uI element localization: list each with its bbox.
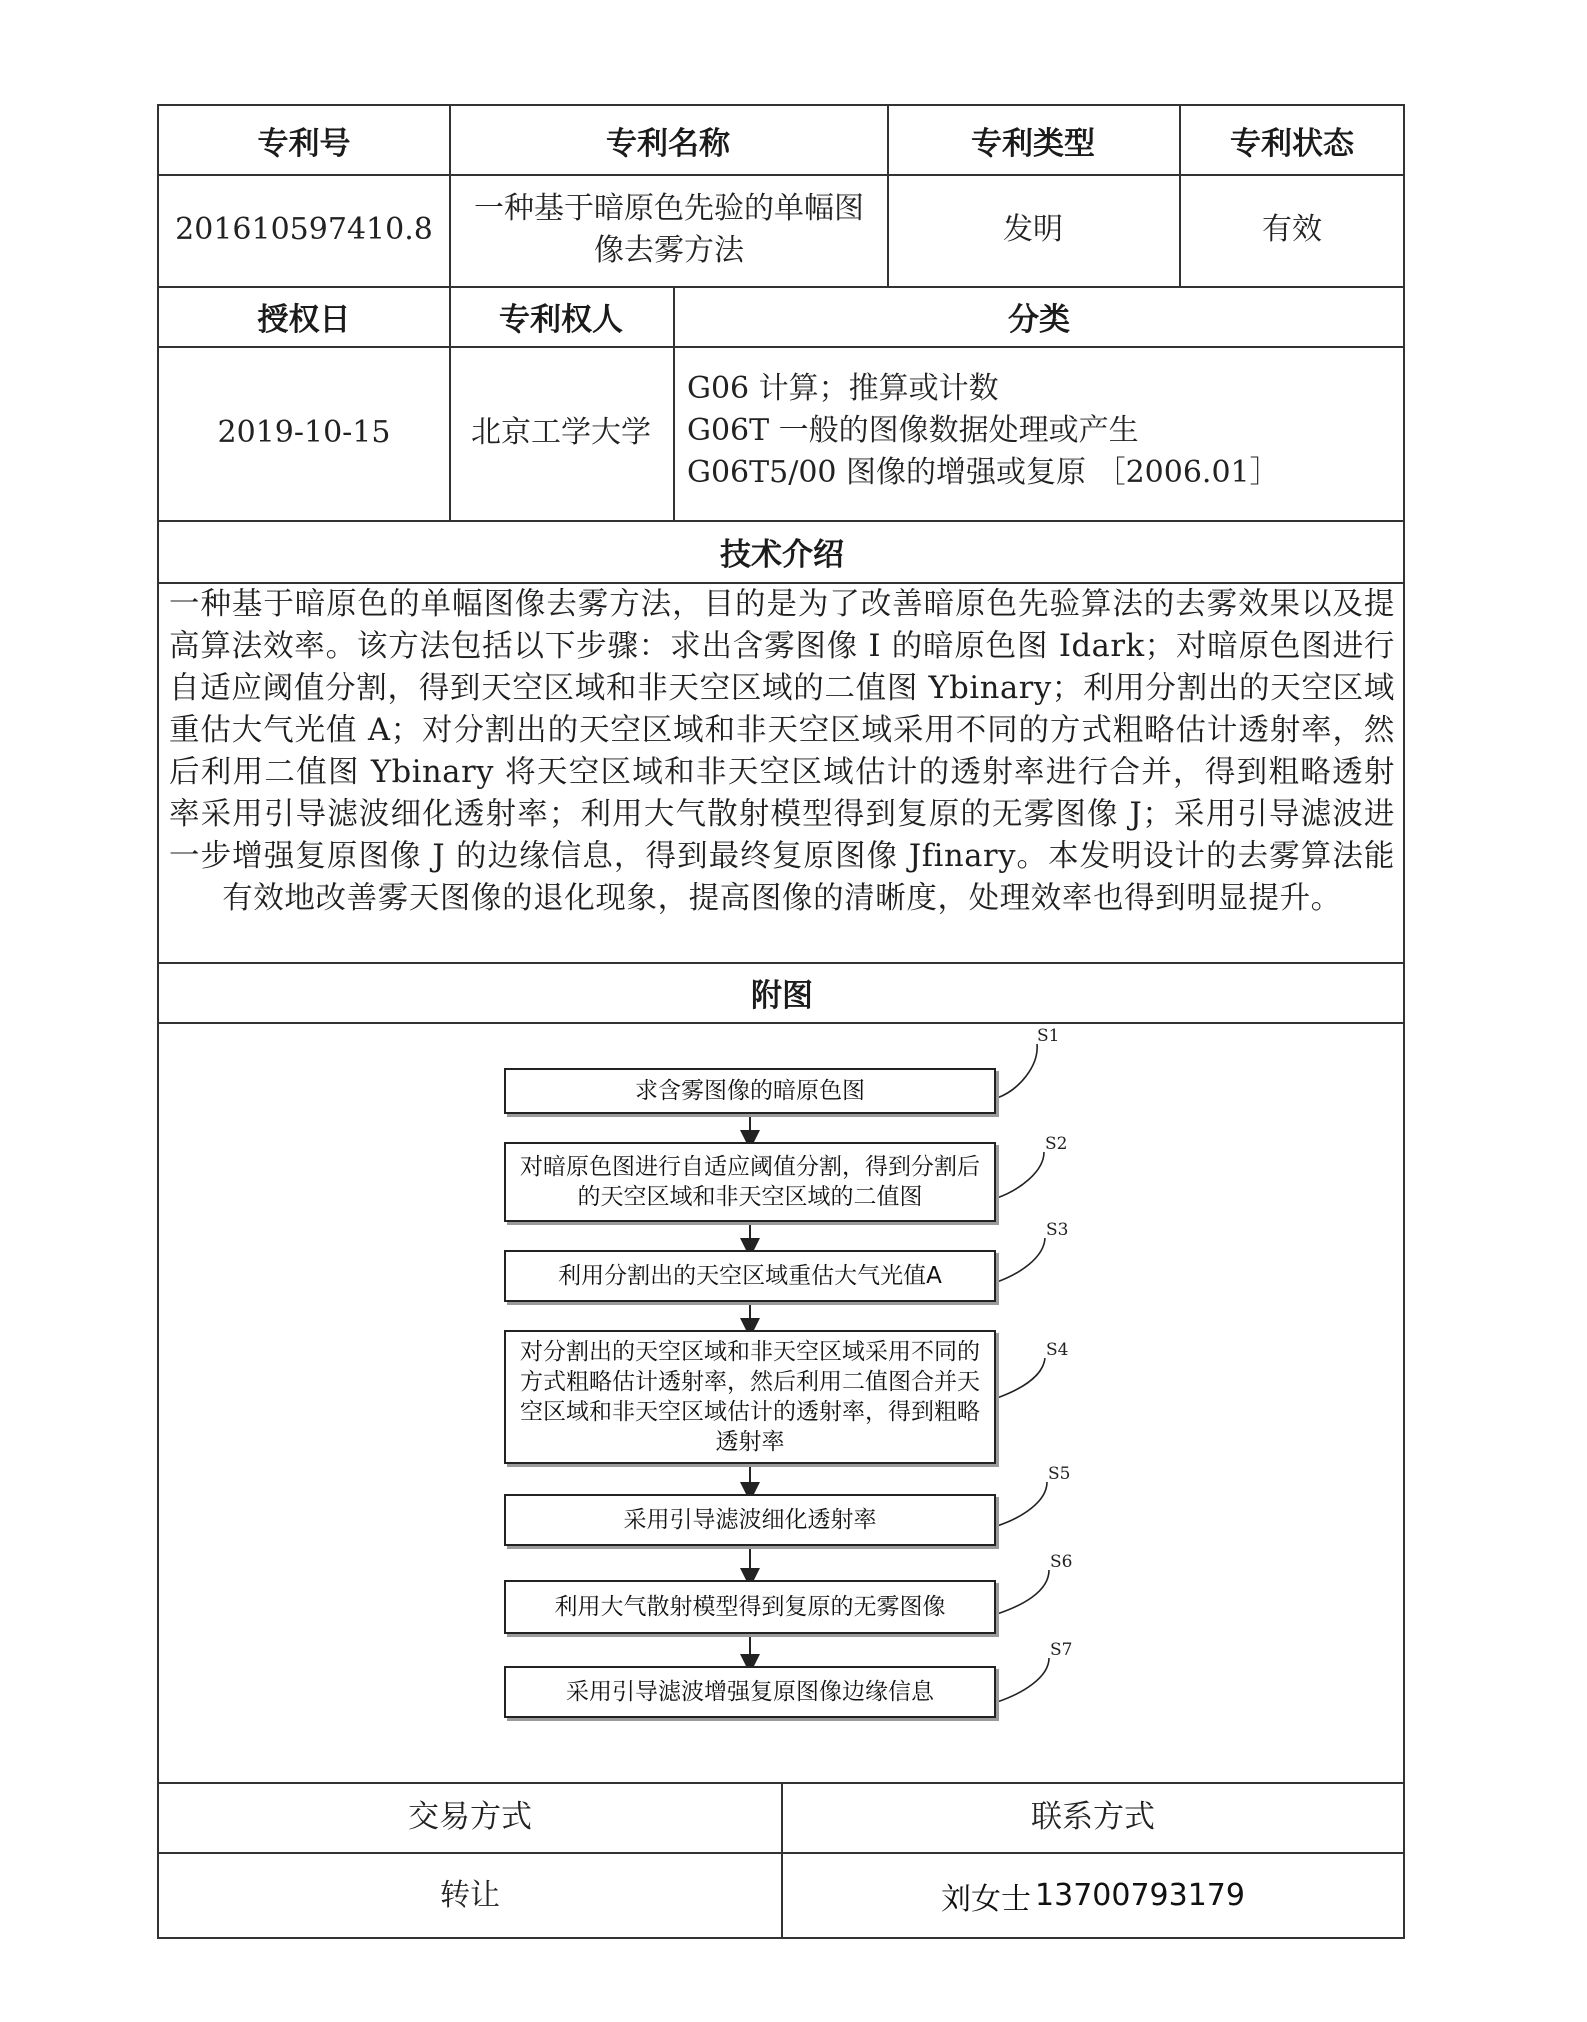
step-leader-line (997, 1238, 1045, 1282)
header-patent-no: 专利号 (257, 125, 351, 162)
classification-item: G06T 一般的图像数据处理或产生 (687, 413, 1139, 448)
flow-step-box: 采用引导滤波细化透射率 (504, 1494, 996, 1546)
patent-name-value: 一种基于暗原色先验的单幅图像去雾方法 (474, 191, 864, 268)
patent-no-value: 201610597410.8 (175, 212, 433, 247)
header-grant-date: 授权日 (257, 301, 351, 338)
step-label: S1 (1037, 1026, 1060, 1046)
contact-name: 刘女士 (941, 1881, 1032, 1917)
step-leader-line (997, 1152, 1044, 1198)
flow-step-box: 利用分割出的天空区域重估大气光值A (504, 1250, 996, 1302)
contact-value (781, 1852, 1405, 1939)
flow-step-box: 采用引导滤波增强复原图像边缘信息 (504, 1666, 996, 1718)
step-leader-line (997, 1358, 1045, 1398)
header-contact: 联系方式 (1031, 1799, 1155, 1835)
header-patent-name: 专利名称 (606, 125, 730, 162)
step-leader-line (997, 1044, 1037, 1098)
patent-type-value: 发明 (1003, 212, 1063, 247)
flowchart (159, 1022, 1405, 1782)
step-label: S4 (1046, 1340, 1069, 1360)
flow-step-box: 利用大气散射模型得到复原的无雾图像 (504, 1580, 996, 1634)
header-patent-type: 专利类型 (971, 125, 1095, 162)
header-patent-status: 专利状态 (1230, 125, 1354, 162)
patent-status-value: 有效 (1262, 212, 1322, 247)
step-label: S3 (1046, 1220, 1069, 1240)
header-classification: 分类 (1008, 301, 1070, 338)
header-trade-method: 交易方式 (408, 1799, 532, 1835)
step-leader-line (997, 1570, 1049, 1614)
step-label: S2 (1045, 1134, 1068, 1154)
classification-list (687, 368, 1397, 494)
step-label: S6 (1050, 1552, 1073, 1572)
contact-phone[interactable]: 13700793179 (1035, 1878, 1245, 1913)
classification-item: G06 计算；推算或计数 (687, 371, 999, 406)
figure-title: 附图 (751, 977, 813, 1014)
step-label: S5 (1048, 1464, 1071, 1484)
flow-step-box: 对分割出的天空区域和非天空区域采用不同的方式粗略估计透射率，然后利用二值图合并天空区域和非天空区域估计的透射率，得到粗略透射率 (504, 1330, 996, 1464)
flow-step-box: 求含雾图像的暗原色图 (504, 1068, 996, 1114)
classification-item: G06T5/00 图像的增强或复原 ［2006.01］ (687, 455, 1280, 490)
step-leader-line (997, 1658, 1049, 1702)
patent-info-table (157, 104, 1405, 1939)
step-leader-line (997, 1482, 1047, 1526)
tech-intro-title: 技术介绍 (720, 536, 844, 573)
trade-method-value: 转让 (440, 1877, 500, 1913)
tech-intro-text: 一种基于暗原色的单幅图像去雾方法，目的是为了改善暗原色先验算法的去雾效果以及提高算法效率。该方法包括以下步骤：求出含雾图像 I 的暗原色图 Idark；对暗原色图进行自适应阈值分割，得到天空区域和非天空区域的二值图 Ybinary；利用分割出的天空区域重估大气光值 A；对分割出的天空区域和非天空区域采用不同的方式粗略估计透射率，然后利用二值图 Ybinary 将天空区域和非天空区域估计的透射率进行合并，得到粗略透射率采用引导滤波细化透射率；利用大气散射模型得到复原的无雾图像 J；采用引导滤波进一步增强复原图像 J 的边缘信息，得到最终复原图像 Jfinary。本发明设计的去雾算法能有效地改善雾天图像的退化现象，提高图像的清晰度，处理效率也得到明显提升。 (169, 587, 1395, 916)
flow-step-box: 对暗原色图进行自适应阈值分割，得到分割后的天空区域和非天空区域的二值图 (504, 1142, 996, 1222)
step-label: S7 (1050, 1640, 1073, 1660)
grant-date-value: 2019-10-15 (217, 415, 391, 450)
patentee-value: 北京工学大学 (471, 415, 651, 450)
header-patentee: 专利权人 (499, 301, 623, 338)
